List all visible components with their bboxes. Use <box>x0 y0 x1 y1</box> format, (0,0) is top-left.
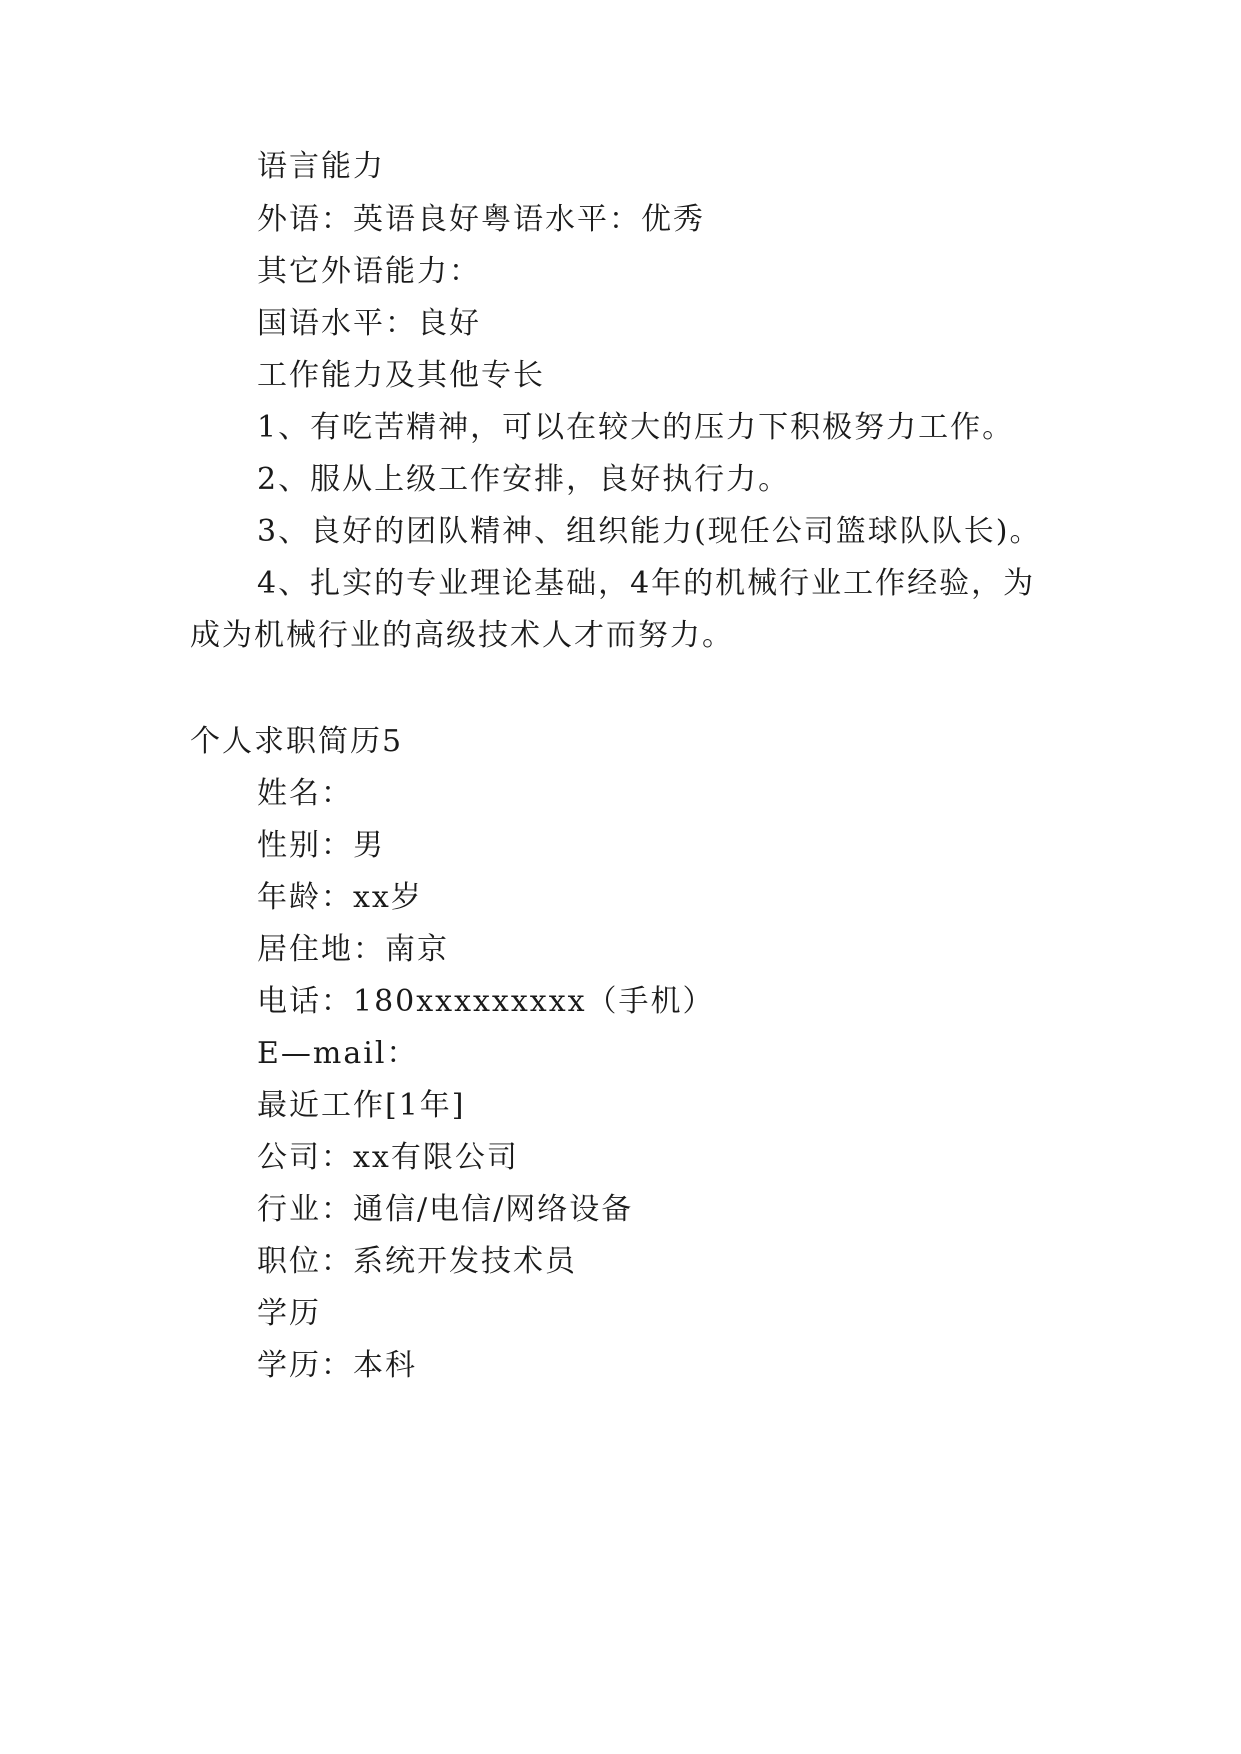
language-heading: 语言能力 <box>257 149 385 184</box>
education-field: 学历：本科 <box>257 1348 417 1383</box>
position-field: 职位：系统开发技术员 <box>257 1244 577 1279</box>
other-language-line: 其它外语能力： <box>257 254 481 289</box>
skill-item-1: 1、有吃苦精神，可以在较大的压力下积极努力工作。 <box>257 410 1015 445</box>
email-field: E—mail： <box>257 1036 419 1071</box>
resume-title: 个人求职简历5 <box>190 724 404 759</box>
age-field: 年龄：xx岁 <box>257 880 423 915</box>
skill-item-2: 2、服从上级工作安排，良好执行力。 <box>257 462 791 497</box>
residence-field: 居住地：南京 <box>257 932 449 967</box>
skill-item-4-line1: 4、扎实的专业理论基础，4年的机械行业工作经验，为 <box>257 566 1036 601</box>
skills-heading: 工作能力及其他专长 <box>257 358 545 393</box>
skill-item-4-line2: 成为机械行业的高级技术人才而努力。 <box>190 618 734 653</box>
education-heading: 学历 <box>257 1296 321 1331</box>
mandarin-line: 国语水平：良好 <box>257 306 481 341</box>
company-field: 公司：xx有限公司 <box>257 1140 519 1175</box>
industry-field: 行业：通信/电信/网络设备 <box>257 1192 634 1227</box>
foreign-language-line: 外语：英语良好粤语水平：优秀 <box>257 202 705 237</box>
name-field: 姓名： <box>257 776 353 811</box>
recent-work-heading: 最近工作[1年] <box>257 1088 466 1123</box>
phone-field: 电话：180xxxxxxxxx（手机） <box>257 984 715 1019</box>
gender-field: 性别：男 <box>257 828 385 863</box>
skill-item-3: 3、良好的团队精神、组织能力(现任公司篮球队队长)。 <box>257 514 1042 549</box>
